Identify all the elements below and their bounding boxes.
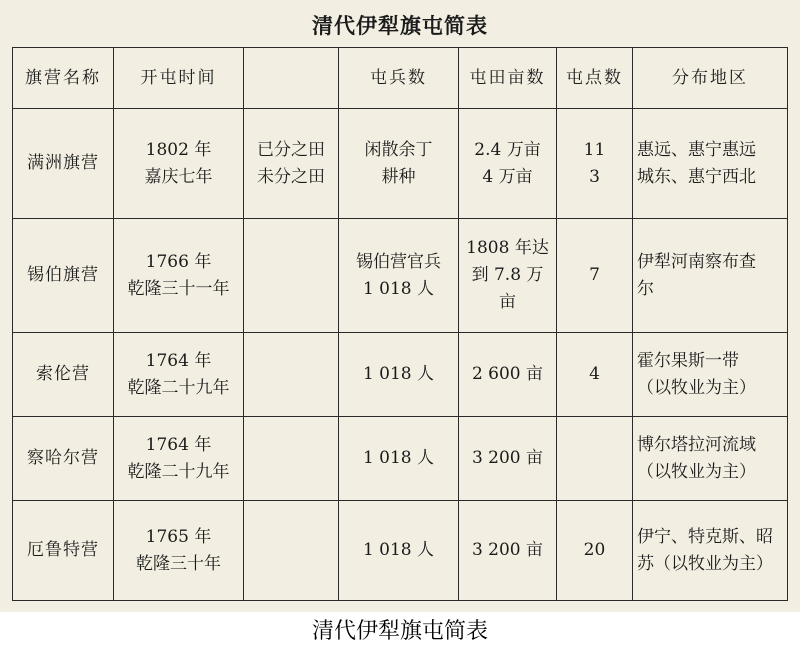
banner-garrison-table: [12, 47, 788, 601]
cell-line: 1 018 人: [362, 278, 435, 299]
cell-line: 伊犁河南察布查: [637, 251, 756, 272]
cell-points: [557, 219, 633, 333]
cell-line: 伊宁、特克斯、昭: [637, 526, 773, 547]
cell-time: [114, 219, 244, 333]
header-soldiers: 屯兵数: [339, 48, 459, 109]
cell-line: 尔: [637, 278, 654, 299]
cell-region: [633, 501, 788, 601]
cell-line: 乾隆二十九年: [127, 461, 230, 482]
cell-line: 3: [589, 166, 600, 187]
cell-time: [114, 501, 244, 601]
cell-soldiers: [339, 109, 459, 219]
cell-time: [114, 109, 244, 219]
cell-line: 2 600 亩: [471, 364, 544, 384]
cell-line: 1766 年: [145, 251, 212, 272]
table-row: [13, 109, 788, 219]
cell-points: [557, 333, 633, 417]
cell-time: [114, 417, 244, 501]
table-row: [13, 417, 788, 501]
cell-region: [633, 219, 788, 333]
image-caption: 清代伊犁旗屯简表: [311, 619, 488, 644]
cell-region: [633, 333, 788, 417]
cell-line: 霍尔果斯一带: [637, 350, 739, 371]
cell-line: 城东、惠宁西北: [637, 166, 756, 187]
header-time: 开屯时间: [114, 48, 244, 109]
cell-points: [557, 109, 633, 219]
cell-line: 惠远、惠宁惠远: [637, 139, 756, 160]
header-extra: [244, 48, 339, 109]
cell-line: 1764 年: [145, 434, 212, 455]
cell-points: [557, 501, 633, 601]
cell-line: 锡伯营官兵: [356, 251, 441, 272]
cell-name: 锡伯旗营: [13, 219, 114, 333]
cell-soldiers: [339, 417, 459, 501]
cell-area: [459, 501, 557, 601]
cell-line: 未分之田: [257, 166, 325, 187]
cell-line: 1808 年达: [466, 238, 549, 258]
header-row: [13, 48, 788, 109]
header-name: 旗营名称: [13, 48, 114, 109]
table-title: 清代伊犁旗屯简表: [312, 14, 488, 38]
table-row: [13, 219, 788, 333]
cell-extra: [244, 501, 339, 601]
cell-points: [557, 417, 633, 501]
header-region: 分布地区: [633, 48, 788, 109]
cell-region: [633, 109, 788, 219]
cell-line: 3 200 亩: [471, 540, 544, 560]
cell-line: 乾隆三十一年: [127, 278, 230, 299]
cell-line: 1 018 人: [362, 540, 435, 560]
cell-area: [459, 333, 557, 417]
cell-soldiers: [339, 219, 459, 333]
cell-line: 已分之田: [257, 139, 325, 160]
cell-line: 20: [583, 540, 606, 560]
cell-line: （以牧业为主）: [637, 377, 756, 398]
cell-line: 4 万亩: [482, 166, 533, 187]
cell-line: 亩: [499, 292, 516, 312]
cell-line: 1802 年: [145, 139, 212, 160]
cell-line: 7: [589, 265, 600, 285]
cell-name: 厄鲁特营: [13, 501, 114, 601]
cell-name: 索伦营: [13, 333, 114, 417]
cell-line: 乾隆三十年: [136, 553, 221, 574]
table-row: [13, 333, 788, 417]
cell-line: 1764 年: [145, 350, 212, 371]
cell-line: （以牧业为主）: [637, 461, 756, 482]
cell-extra: [244, 333, 339, 417]
cell-time: [114, 333, 244, 417]
cell-line: 闲散余丁: [364, 139, 433, 160]
cell-line: 1 018 人: [362, 364, 435, 384]
table-row: [13, 501, 788, 601]
cell-line: 博尔塔拉河流域: [637, 434, 756, 455]
cell-extra: [244, 219, 339, 333]
cell-line: 到 7.8 万: [471, 265, 544, 285]
cell-line: 3 200 亩: [471, 448, 544, 468]
cell-name: 察哈尔营: [13, 417, 114, 501]
header-points: 屯点数: [557, 48, 633, 109]
cell-line: 1 018 人: [362, 448, 435, 468]
cell-region: [633, 417, 788, 501]
cell-line: 2.4 万亩: [474, 139, 541, 160]
cell-area: [459, 109, 557, 219]
cell-line: 11: [583, 139, 606, 160]
header-area: 屯田亩数: [459, 48, 557, 109]
cell-line: 嘉庆七年: [144, 166, 213, 187]
cell-line: 1765 年: [145, 526, 212, 547]
cell-area: [459, 219, 557, 333]
cell-line: 耕种: [381, 166, 416, 187]
cell-soldiers: [339, 333, 459, 417]
cell-line: 乾隆二十九年: [127, 377, 230, 398]
cell-extra: [244, 417, 339, 501]
cell-soldiers: [339, 501, 459, 601]
cell-line: 4: [589, 364, 600, 384]
cell-area: [459, 417, 557, 501]
cell-extra: [244, 109, 339, 219]
cell-line: 苏（以牧业为主）: [637, 553, 773, 574]
cell-name: 满洲旗营: [13, 109, 114, 219]
